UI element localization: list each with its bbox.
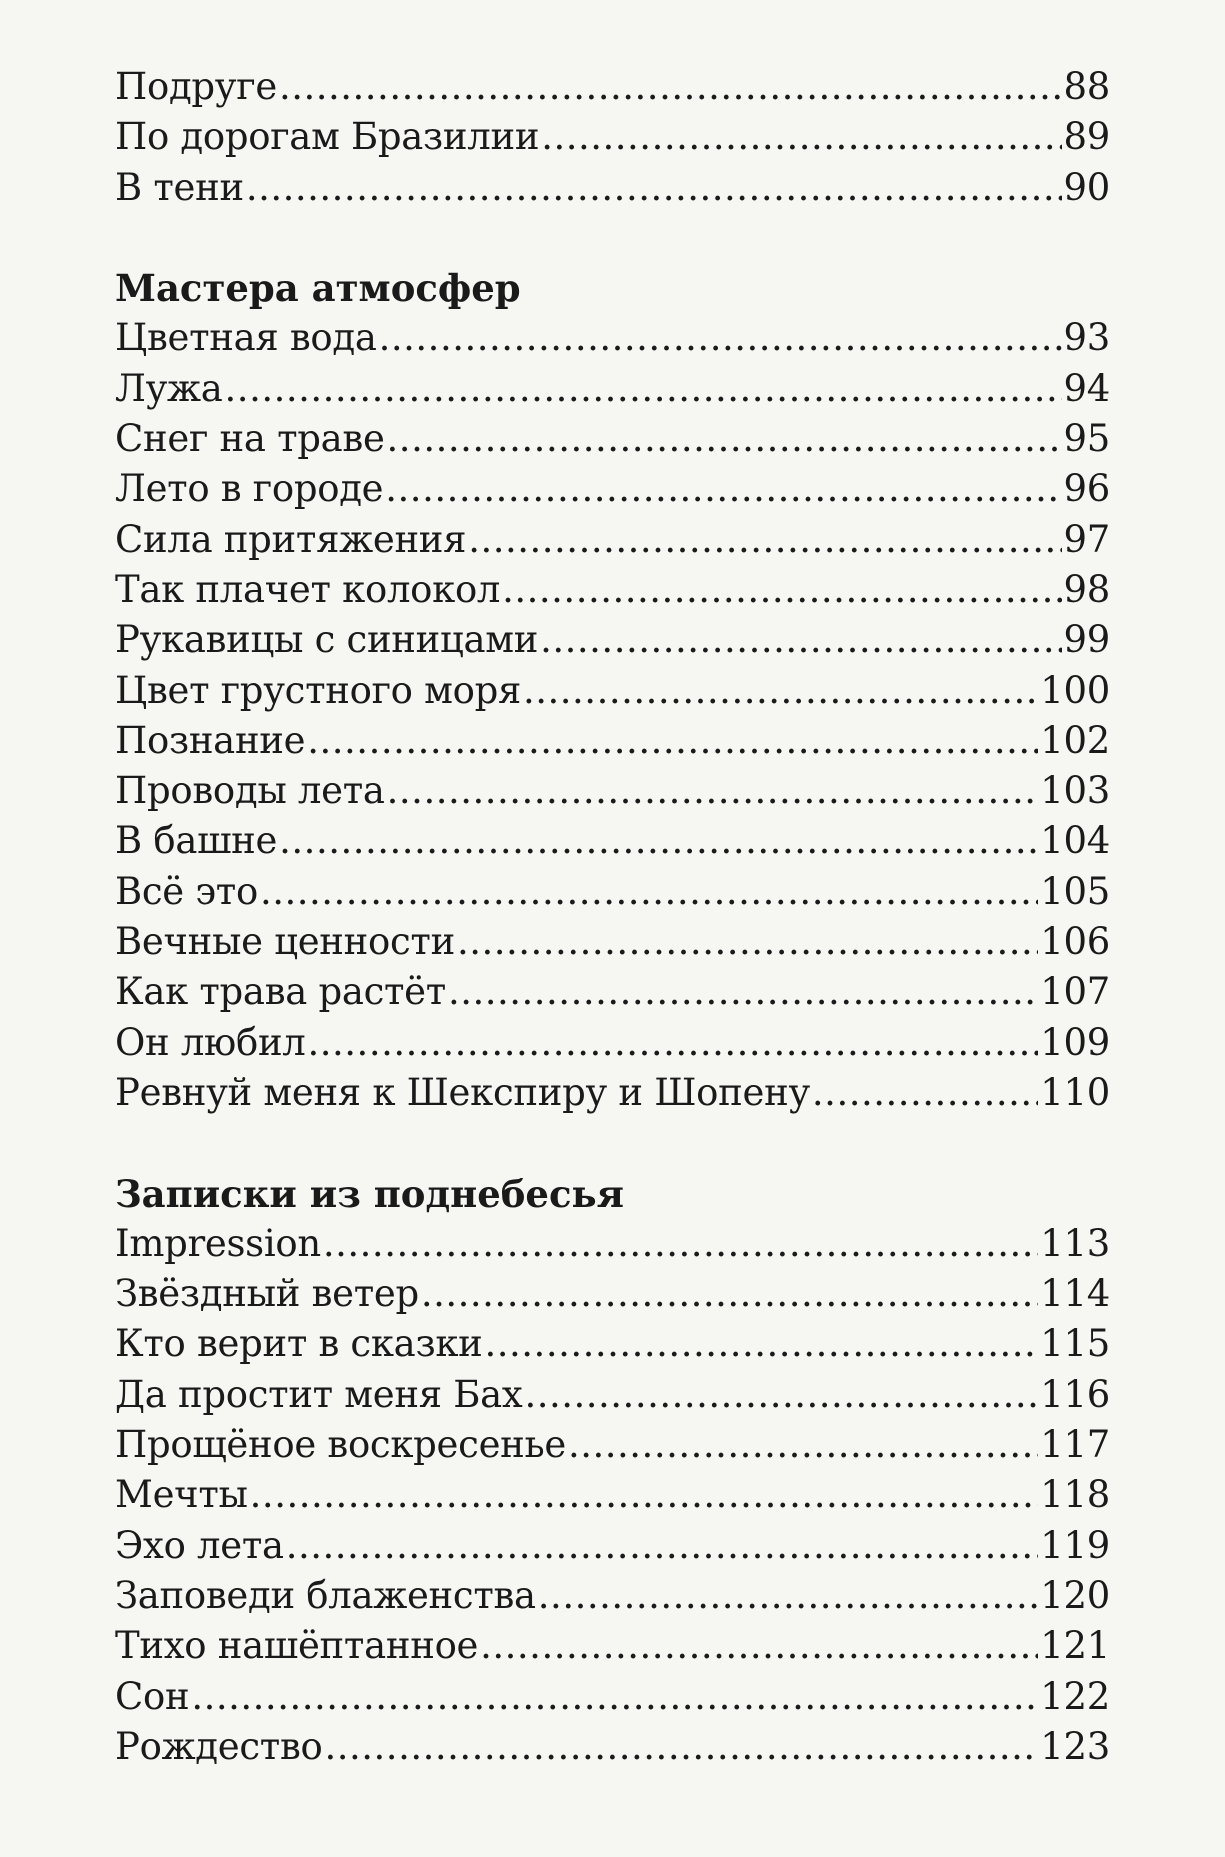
toc-entry-page-number: 102 [1040,718,1110,762]
toc-entry-page-number: 98 [1063,567,1110,611]
toc-entry-page-number: 89 [1063,115,1110,159]
section-heading: Записки из поднебесья [115,1171,624,1216]
table-of-contents [115,62,1110,1772]
toc-entry-page-number: 106 [1040,920,1110,964]
toc-entry[interactable] [115,967,1110,1017]
toc-entry[interactable] [115,1018,1110,1068]
dot-leader [502,565,1061,615]
dot-leader [325,1722,1039,1772]
dot-leader [568,1420,1038,1470]
dot-leader [250,1470,1039,1520]
dot-leader [523,666,1038,716]
toc-entry-page-number: 114 [1040,1272,1110,1316]
toc-entry[interactable] [115,1068,1110,1118]
toc-entry-page-number: 95 [1063,417,1110,461]
toc-entry-page-number: 100 [1040,668,1110,712]
toc-entry[interactable] [115,766,1110,816]
toc-entry-title: Звёздный ветер [115,1272,419,1316]
toc-entry[interactable] [115,867,1110,917]
toc-entry-title: Цветная вода [115,316,377,360]
toc-entry-title: По дорогам Бразилии [115,115,540,159]
dot-leader [279,62,1062,112]
toc-entry-page-number: 103 [1040,769,1110,813]
dot-leader [468,515,1061,565]
dot-leader [538,1571,1038,1621]
toc-entry[interactable] [115,917,1110,967]
dot-leader [286,1521,1039,1571]
toc-entry-title: Мечты [115,1473,248,1517]
toc-entry-title: Цвет грустного моря [115,668,521,712]
toc-entry[interactable] [115,1521,1110,1571]
toc-entry[interactable] [115,615,1110,665]
toc-entry[interactable] [115,1370,1110,1420]
toc-entry-page-number: 119 [1040,1523,1110,1567]
toc-entry-title: В башне [115,819,278,863]
toc-entry-title: Вечные ценности [115,920,455,964]
toc-entry-title: Эхо лета [115,1523,284,1567]
toc-entry-page-number: 117 [1040,1423,1110,1467]
toc-entry[interactable] [115,414,1110,464]
dot-leader [385,464,1061,514]
toc-entry-title: Он любил [115,1020,306,1064]
toc-entry-page-number: 94 [1063,366,1110,410]
toc-entry-title: Подруге [115,65,277,108]
dot-leader [485,1319,1039,1369]
toc-entry[interactable] [115,1269,1110,1319]
toc-entry-title: Заповеди блаженства [115,1573,536,1617]
toc-entry-page-number: 120 [1040,1573,1110,1617]
toc-entry-title: Так плачет колокол [115,567,501,611]
toc-entry[interactable] [115,1571,1110,1621]
dot-leader [225,364,1062,414]
toc-entry[interactable] [115,112,1110,162]
dot-leader [379,313,1062,363]
toc-entry-title: Снег на траве [115,417,385,461]
dot-leader [541,112,1061,162]
toc-entry-page-number: 96 [1063,467,1110,511]
toc-entry[interactable] [115,364,1110,414]
toc-entry-page-number: 88 [1063,65,1110,108]
toc-entry[interactable] [115,1470,1110,1520]
toc-entry-title: Кто верит в сказки [115,1322,483,1366]
toc-entry-title: Ревнуй меня к Шекспиру и Шопену [115,1070,810,1114]
toc-entry-page-number: 105 [1040,869,1110,913]
dot-leader [279,816,1038,866]
toc-entry-title: Да простит меня Бах [115,1372,523,1416]
toc-entry-title: В тени [115,165,244,209]
dot-leader [308,1018,1039,1068]
section-spacer [115,1118,1110,1168]
dot-leader [260,867,1038,917]
toc-entry-page-number: 93 [1063,316,1110,360]
dot-leader [323,1219,1038,1269]
dot-leader [307,716,1038,766]
toc-entry-title: Рукавицы с синицами [115,618,539,662]
dot-leader [246,163,1062,213]
toc-entry[interactable] [115,1621,1110,1671]
toc-entry-title: Рождество [115,1724,323,1768]
toc-entry[interactable] [115,1319,1110,1369]
toc-entry-title: Тихо нашёптанное [115,1624,479,1668]
toc-entry[interactable] [115,1420,1110,1470]
toc-entry[interactable] [115,565,1110,615]
toc-entry[interactable] [115,716,1110,766]
dot-leader [387,414,1062,464]
dot-leader [540,615,1061,665]
toc-entry-title: Сон [115,1674,190,1718]
toc-entry-page-number: 116 [1040,1372,1110,1416]
toc-entry-page-number: 115 [1040,1322,1110,1366]
toc-entry-title: Как трава растёт [115,970,446,1014]
dot-leader [812,1068,1038,1118]
toc-entry-page-number: 113 [1040,1221,1110,1265]
dot-leader [524,1370,1038,1420]
toc-entry-page-number: 104 [1040,819,1110,863]
toc-entry-title: Проводы лета [115,769,385,813]
toc-entry[interactable] [115,62,1110,112]
toc-entry-title: Лето в городе [115,467,384,511]
toc-entry-title: Impression [115,1221,321,1265]
dot-leader [421,1269,1038,1319]
toc-entry-title: Познание [115,718,306,762]
toc-entry-page-number: 110 [1040,1070,1110,1114]
toc-entry-page-number: 107 [1040,970,1110,1014]
toc-entry[interactable] [115,515,1110,565]
toc-entry[interactable] [115,313,1110,363]
section-spacer [115,213,1110,263]
toc-entry-page-number: 118 [1040,1473,1110,1517]
dot-leader [448,967,1038,1017]
toc-entry-title: Всё это [115,869,258,913]
toc-entry[interactable] [115,464,1110,514]
toc-entry-page-number: 109 [1040,1020,1110,1064]
toc-entry-title: Прощёное воскресенье [115,1423,566,1467]
toc-entry-page-number: 121 [1040,1624,1110,1668]
dot-leader [387,766,1039,816]
toc-entry[interactable] [115,1722,1110,1772]
toc-entry-page-number: 99 [1063,618,1110,662]
toc-entry-title: Сила притяжения [115,517,467,561]
dot-leader [480,1621,1038,1671]
toc-entry-page-number: 123 [1040,1724,1110,1768]
section-heading: Мастера атмосфер [115,266,521,311]
dot-leader [191,1672,1038,1722]
toc-entry[interactable] [115,163,1110,213]
dot-leader [457,917,1038,967]
toc-entry-title: Лужа [115,366,223,410]
toc-entry-page-number: 90 [1063,165,1110,209]
toc-entry[interactable] [115,666,1110,716]
toc-entry[interactable] [115,816,1110,866]
toc-entry-page-number: 97 [1063,517,1110,561]
toc-entry[interactable] [115,1219,1110,1269]
toc-entry[interactable] [115,1672,1110,1722]
toc-entry-page-number: 122 [1040,1674,1110,1718]
